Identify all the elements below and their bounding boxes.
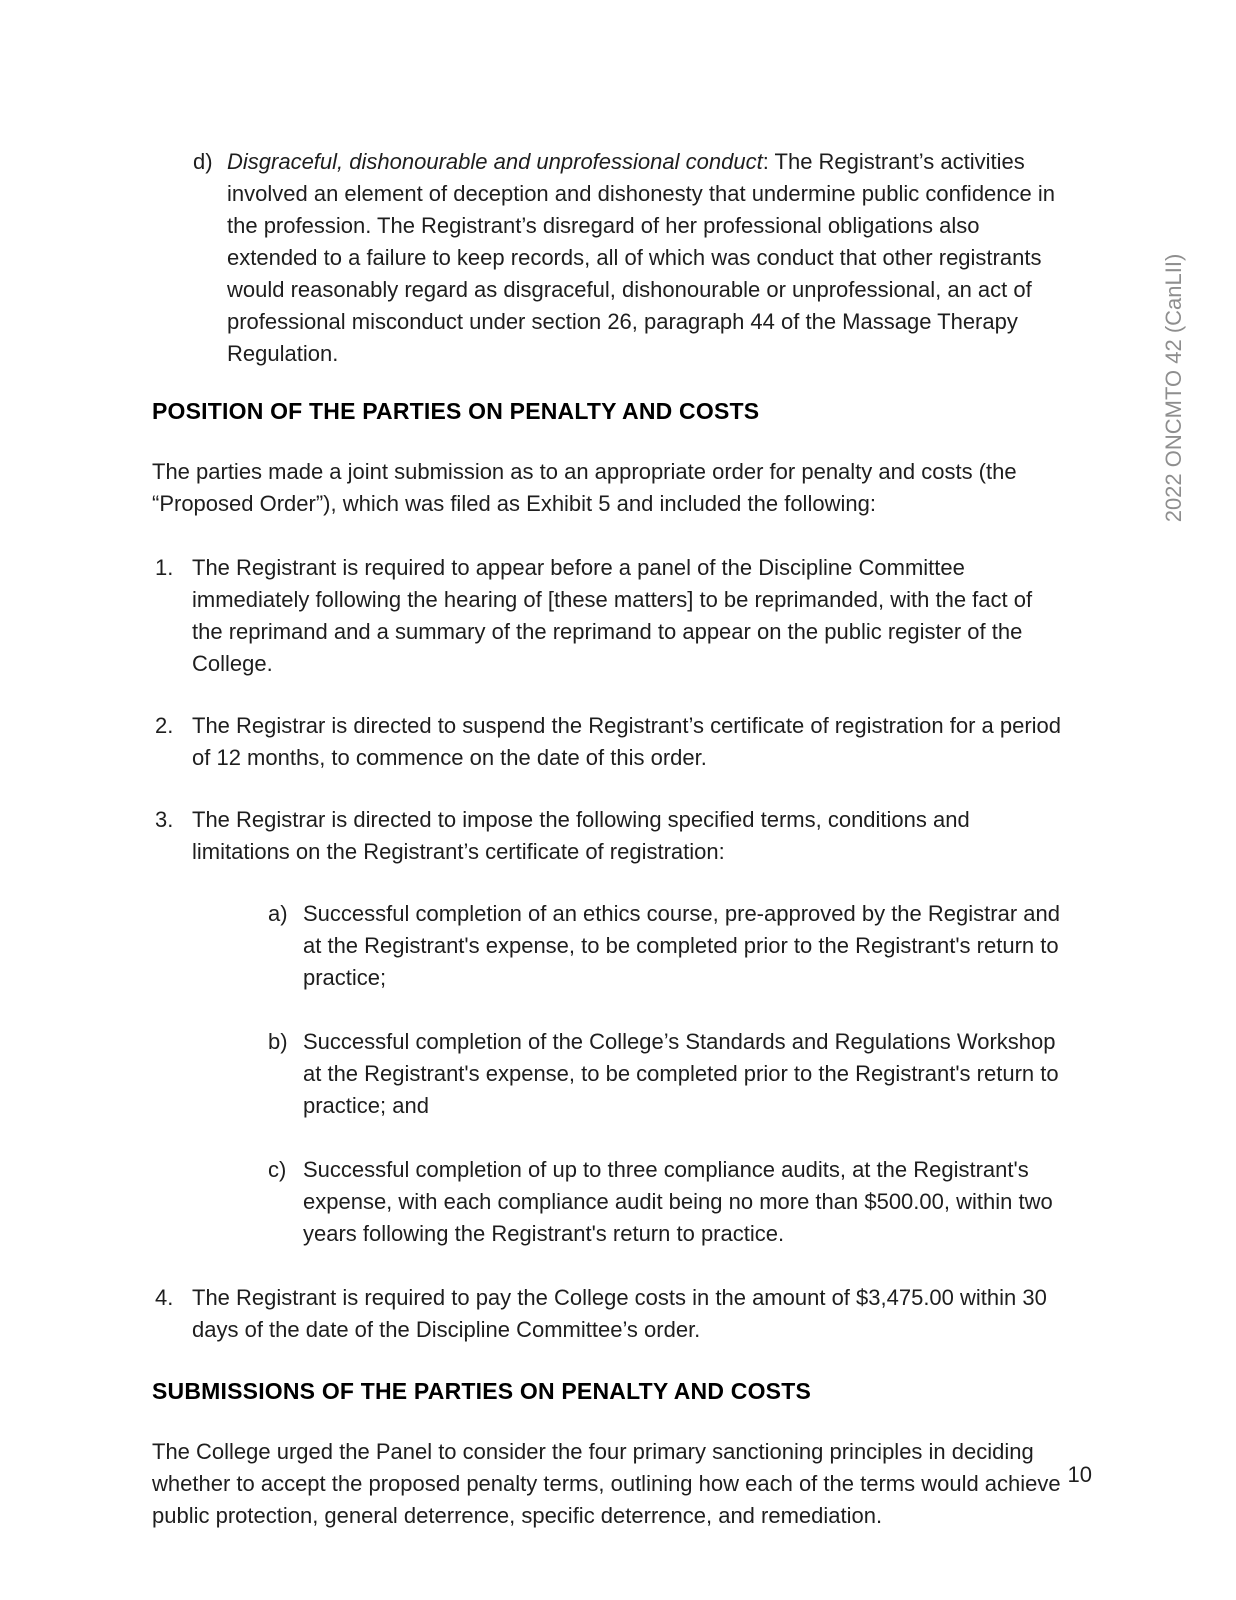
list-item-4	[152, 1282, 1067, 1346]
list-item-2-number: 2.	[155, 713, 174, 738]
item-d-text: : The Registrant’s activities involved an element of deception and dishonesty that undermine public confidence in the profession. The Registrant’s disregard of her professional obligations also extended to a failure to keep records, all of which was conduct that other registrants would reasonably regard as disgraceful, dishonourable or unprofessional, an act of professional misconduct under section 26, paragraph 44 of the Massage Therapy Regulation.	[227, 149, 1055, 366]
list-item-1	[152, 552, 1067, 680]
sub-list-item-a-letter: a)	[268, 901, 288, 926]
list-item-2	[152, 710, 1067, 774]
sub-list-item-b	[152, 1026, 1067, 1122]
sub-list-item-a-text: Successful completion of an ethics course, pre-approved by the Registrar and at the Registrant's expense, to be completed prior to the Registrant's return to practice;	[303, 901, 1060, 990]
citation-watermark: 2022 ONCMTO 42 (CanLII)	[1161, 253, 1186, 523]
paragraph-item-d	[152, 146, 1067, 370]
list-item-2-text: The Registrar is directed to suspend the Registrant’s certificate of registration for a period of 12 months, to commence on the date of this order.	[192, 713, 1062, 770]
item-d-label: d)	[193, 149, 213, 174]
page-number: 10	[1067, 1462, 1092, 1487]
list-item-3-text: The Registrar is directed to impose the following specified terms, conditions and limitations on the Registrant’s certificate of registration:	[192, 807, 970, 864]
list-item-1-text: The Registrant is required to appear before a panel of the Discipline Committee immediately following the hearing of [these matters] to be reprimanded, with the fact of the reprimand and a summary of the reprimand to appear on the public register of the College.	[192, 555, 1033, 676]
list-item-3	[152, 804, 1067, 868]
sub-list-item-b-letter: b)	[268, 1029, 288, 1054]
list-item-4-number: 4.	[155, 1285, 174, 1310]
sub-list-item-a	[152, 898, 1067, 994]
sub-list-item-c-letter: c)	[268, 1157, 287, 1182]
sub-list-item-b-text: Successful completion of the College’s Standards and Regulations Workshop at the Registrant's expense, to be completed prior to the Registrant's return to practice; and	[303, 1029, 1059, 1118]
paragraph-intro: The parties made a joint submission as to an appropriate order for penalty and costs (the “Proposed Order”), which was filed as Exhibit 5 and included the following:	[152, 459, 1017, 516]
sub-list-item-c	[152, 1154, 1067, 1250]
list-item-4-text: The Registrant is required to pay the College costs in the amount of $3,475.00 within 30 days of the date of the Discipline Committee’s order.	[192, 1285, 1047, 1342]
section-heading-position-of-parties: POSITION OF THE PARTIES ON PENALTY AND COSTS	[152, 398, 760, 424]
paragraph-submissions-body: The College urged the Panel to consider the four primary sanctioning principles in deciding whether to accept the proposed penalty terms, outlining how each of the terms would achieve public protection, general deterrence, specific deterrence, and remediation.	[152, 1439, 1061, 1528]
sub-list-item-c-text: Successful completion of up to three compliance audits, at the Registrant's expense, with each compliance audit being no more than $500.00, within two years following the Registrant's return to practice.	[303, 1157, 1053, 1246]
list-item-3-number: 3.	[155, 807, 174, 832]
section-heading-submissions-of-parties: SUBMISSIONS OF THE PARTIES ON PENALTY AND COSTS	[152, 1378, 811, 1404]
list-item-1-number: 1.	[155, 555, 174, 580]
document-body	[152, 146, 1067, 1532]
item-d-italic-lead: Disgraceful, dishonourable and unprofessional conduct	[227, 149, 763, 174]
